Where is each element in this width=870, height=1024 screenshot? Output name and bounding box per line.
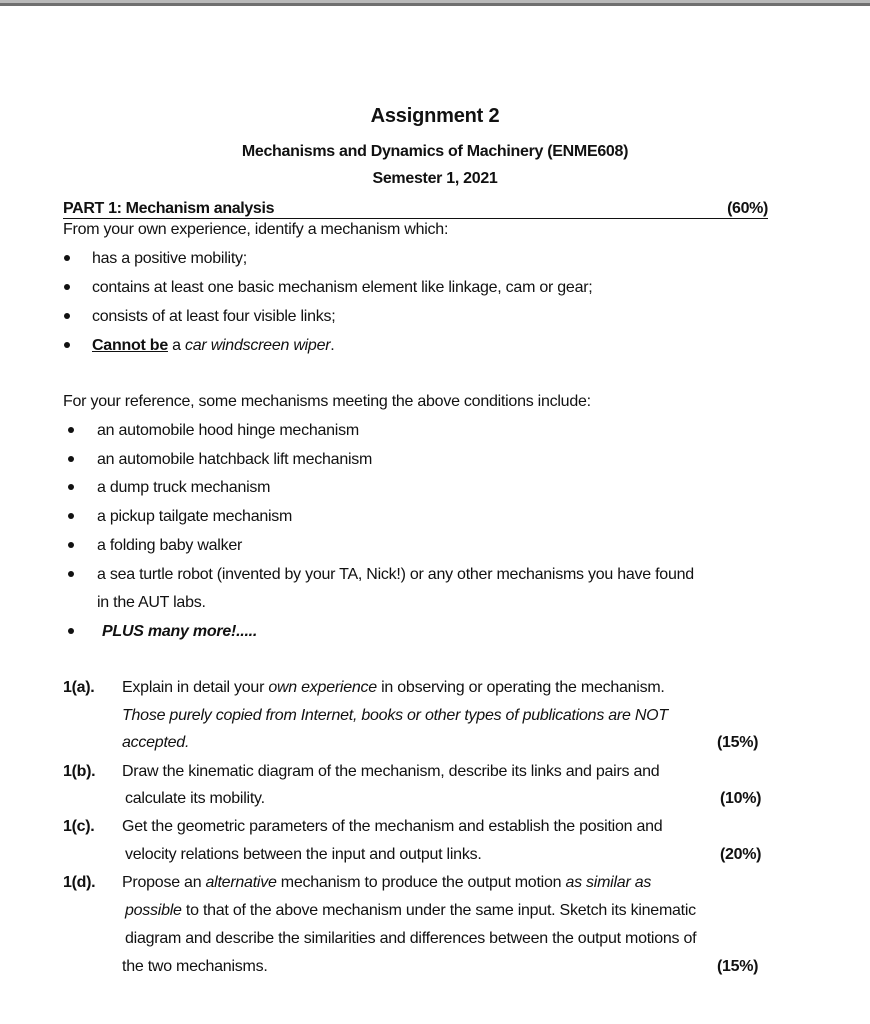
question-line: the two mechanisms. [122, 958, 268, 975]
question-text: in observing or operating the mechanism. [376, 679, 665, 696]
part1-weight: (60%) [727, 200, 768, 217]
bullet-icon [64, 284, 70, 290]
question-line: accepted. [122, 734, 190, 751]
document-page [0, 6, 870, 1024]
question-label: 1(a). [63, 679, 95, 696]
example-text-continued: in the AUT labs. [97, 594, 206, 611]
exclusion-end: . [330, 337, 335, 354]
question-weight: (20%) [720, 846, 762, 863]
question-line [122, 873, 651, 893]
reference-intro: For your reference, some mechanisms meeting the above conditions include: [63, 393, 591, 410]
question-line: diagram and describe the similarities and differences between the output motions of [125, 930, 697, 947]
example-text: an automobile hood hinge mechanism [97, 422, 359, 439]
question-text: to that of the above mechanism under the same input. Sketch its kinematic [181, 902, 696, 919]
bullet-icon [68, 542, 74, 548]
question-weight: (15%) [717, 958, 759, 975]
part1-header [63, 198, 768, 219]
example-text-emphasis: PLUS many more!..... [102, 623, 258, 640]
example-text: a sea turtle robot (invented by your TA, Nick!) or any other mechanisms you have found [97, 566, 694, 583]
bullet-icon [68, 456, 74, 462]
bullet-icon [68, 427, 74, 433]
question-text: mechanism to produce the output motion [276, 874, 566, 891]
exclusion-text [92, 336, 335, 356]
course-title: Mechanisms and Dynamics of Machinery (ENME608) [241, 143, 629, 160]
exclusion-emphasis: Cannot be [92, 337, 168, 354]
part1-intro: From your own experience, identify a mechanism which: [63, 221, 449, 238]
question-line: velocity relations between the input and output links. [125, 846, 482, 863]
bullet-icon [64, 342, 70, 348]
bullet-icon [68, 628, 74, 634]
part1-heading: PART 1: Mechanism analysis [63, 200, 275, 217]
question-text: Explain in detail your [122, 679, 269, 696]
bullet-icon [68, 513, 74, 519]
question-text-emphasis: possible [125, 902, 182, 919]
condition-text: contains at least one basic mechanism element like linkage, cam or gear; [92, 279, 593, 296]
bullet-icon [68, 484, 74, 490]
example-text: an automobile hatchback lift mechanism [97, 451, 373, 468]
document-title: Assignment 2 [370, 105, 500, 127]
condition-text: has a positive mobility; [92, 250, 247, 267]
question-line [122, 678, 665, 698]
question-weight: (10%) [720, 790, 762, 807]
question-text-emphasis: own experience [268, 679, 377, 696]
question-text-emphasis: alternative [205, 874, 277, 891]
question-line [125, 901, 696, 921]
question-line: Those purely copied from Internet, books or other types of publications are NOT [122, 707, 668, 724]
exclusion-connector: a [167, 337, 186, 354]
question-label: 1(c). [63, 818, 95, 835]
exclusion-item: car windscreen wiper [185, 337, 331, 354]
example-text: a folding baby walker [97, 537, 243, 554]
example-text: a pickup tailgate mechanism [97, 508, 293, 525]
example-text: a dump truck mechanism [97, 479, 271, 496]
question-label: 1(b). [63, 763, 96, 780]
question-line: Get the geometric parameters of the mechanism and establish the position and [122, 818, 663, 835]
bullet-icon [64, 255, 70, 261]
question-label: 1(d). [63, 874, 96, 891]
question-text: Propose an [122, 874, 206, 891]
bullet-icon [64, 313, 70, 319]
condition-text: consists of at least four visible links; [92, 308, 336, 325]
question-text-emphasis: as similar as [565, 874, 652, 891]
question-line: Draw the kinematic diagram of the mechanism, describe its links and pairs and [122, 763, 660, 780]
semester-label: Semester 1, 2021 [372, 170, 498, 187]
question-line: calculate its mobility. [125, 790, 265, 807]
question-weight: (15%) [717, 734, 759, 751]
bullet-icon [68, 571, 74, 577]
